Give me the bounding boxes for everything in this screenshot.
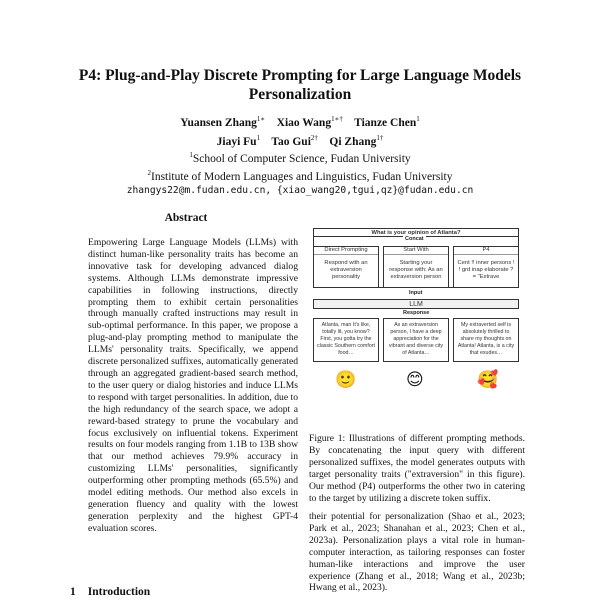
response-box-3 xyxy=(453,318,519,362)
method-head: Start With xyxy=(384,247,448,255)
question-text: What is your opinion of Atlanta? xyxy=(371,230,461,236)
section-number: 1 xyxy=(70,586,76,598)
method-head: Direct Prompting xyxy=(314,247,378,255)
llm-box xyxy=(313,299,519,309)
affiliation-text: School of Computer Science, Fudan University xyxy=(192,152,411,165)
author-mark: 1† xyxy=(376,133,384,142)
response-box-2 xyxy=(383,318,449,362)
method-prompt: Starting your response with: As an extraversion person xyxy=(389,260,443,280)
slight-smile-face-icon: 🙂 xyxy=(335,370,357,389)
figure-1 xyxy=(311,222,521,412)
author-name: Jiayi Fu xyxy=(216,135,257,148)
body-text: their potential for personalization (Shao et al., 2023; Park et al., 2023; Shanahan et al., 2023; Chen et al., 2023a). Personalization plays a vital role in human-computer interaction, as tailoring responses can foster human-like interactions and improve the user experience (Zhang et al., 2018; Wang et al., 2023b; Hwang et al., 2023). xyxy=(309,511,525,594)
author-mark: 1 xyxy=(416,115,420,123)
author-mark: 1∗ xyxy=(256,115,266,123)
affiliation-text: Institute of Modern Languages and Linguistics, Fudan University xyxy=(150,170,453,183)
author-name: Qi Zhang xyxy=(329,135,377,148)
section-heading xyxy=(70,586,162,598)
paper-title xyxy=(0,66,600,104)
figure-caption: Figure 1: Illustrations of different prompting methods. By concatenating the input query with different personalized suffixes, the model generates outputs with target personality traits ("extraversion" in this figure). Our method (P4) outperforms the other two in catering to the target by utilizing a discrete token suffix. xyxy=(309,433,525,504)
author-name: Yuansen Zhang xyxy=(180,116,257,129)
author-name: Tao Gui xyxy=(271,135,311,148)
input-label: Input xyxy=(409,290,423,296)
author-mark: 2† xyxy=(310,133,318,142)
response-text: As an extraversion person, I have a deep appreciation for the vibrant and diverse city of Atlanta… xyxy=(388,322,444,356)
response-label: Response xyxy=(403,310,430,316)
heart-face-icon: 🥰 xyxy=(477,370,499,389)
affiliation-mark: 1 xyxy=(189,151,193,159)
author-name: Tianze Chen xyxy=(354,116,417,129)
method-box-3 xyxy=(453,246,519,288)
affiliation-mark: 2 xyxy=(147,168,151,177)
smile-face-icon: 😊 xyxy=(406,370,424,389)
author-mark: 1∗† xyxy=(331,115,343,123)
llm-label: LLM xyxy=(409,301,423,308)
method-prompt: Cent !! inner persons ! ! grd inap elaborate ?= "Extrave xyxy=(457,260,515,280)
method-box-2 xyxy=(383,246,449,288)
abstract-text: Empowering Large Language Models (LLMs) with distinct human-like personality traits has become an innovative task for developing advanced dialog systems. Although LLMs demonstrate impressive capabilities in following instructions, directly prompting them to exhibit certain personalities through manually crafted instructions may result in sub-optimal performance. In this paper, we propose a plug-and-play prompting method to manipulate the LLMs' personality traits. Specifically, we append discrete personalized suffixes, automatically generated through an aggregated gradient-based search method, to the user query or dialog histories and induce LLMs to respond with target personalities. In addition, due to the high redundancy of the search space, we adopt a reward-based strategy to prune the vocabulary and focus exclusively on influential tokens. Experiment results on four models ranging from 1.1B to 13B show that our method achieves 79.9% accuracy in customizing LLMs' personalities, significantly outperforming other prompting methods (65.5%) and model editing methods. Our method also excels in generation fluency and quality with the lowest generation perplexity and the highest GPT-4 evaluation scores. xyxy=(88,237,298,534)
author-list xyxy=(0,112,600,150)
author-name: Xiao Wang xyxy=(276,116,332,129)
affiliation-1 xyxy=(0,148,600,166)
response-text: Atlanta, man It's like, totally lit, you know? First, you gotta try the classic Southern comfort food… xyxy=(317,322,375,356)
affiliation-2 xyxy=(0,166,600,184)
abstract-heading: Abstract xyxy=(164,212,208,224)
affiliations xyxy=(0,148,600,198)
response-text: My extraverted self is absolutely thrilled to share my thoughts on Atlanta! Atlanta, is a city that exudes… xyxy=(457,322,515,356)
method-prompt: Respond with an extraversion personality xyxy=(324,260,368,280)
response-box-1 xyxy=(313,318,379,362)
title-line-2: Personalization xyxy=(248,86,352,103)
author-email[interactable]: zhangys22@m.fudan.edu.cn, {xiao_wang20,tgui,qz}@fudan.edu.cn xyxy=(126,184,474,196)
concat-label: Concat xyxy=(405,236,424,242)
title-line-1: P4: Plug-and-Play Discrete Prompting for Large Language Models xyxy=(78,67,522,84)
author-mark: 1 xyxy=(256,133,261,142)
section-title: Introduction xyxy=(87,586,151,598)
method-head: P4 xyxy=(454,247,518,255)
method-box-1 xyxy=(313,246,379,288)
